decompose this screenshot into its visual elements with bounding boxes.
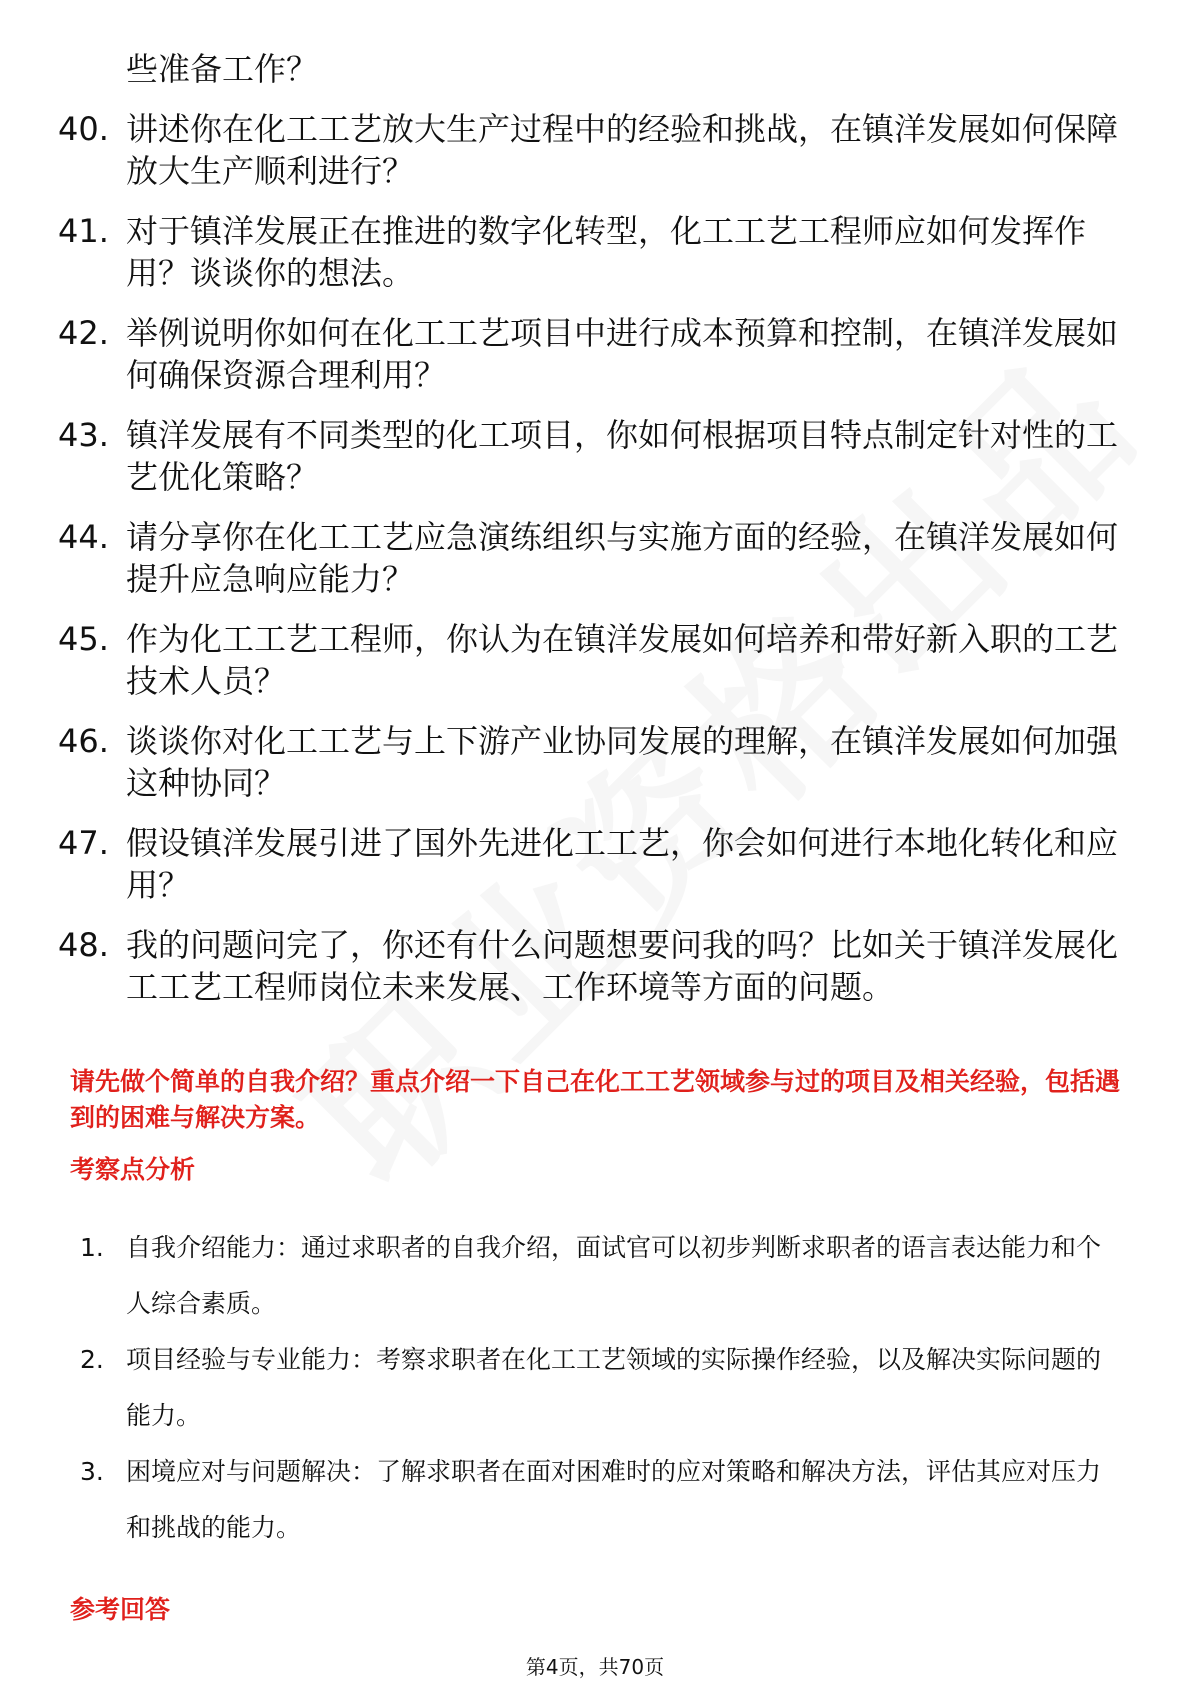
question-text: 假设镇洋发展引进了国外先进化工工艺，你会如何进行本地化转化和应用？	[126, 824, 1119, 904]
analysis-number: 3.	[80, 1457, 104, 1486]
question-text: 对于镇洋发展正在推进的数字化转型，化工工艺工程师应如何发挥作用？谈谈你的想法。	[126, 212, 1087, 292]
question-item	[58, 414, 1138, 498]
analysis-list	[80, 1220, 1130, 1556]
analysis-item	[80, 1332, 1130, 1444]
question-number: 43.	[58, 416, 109, 454]
analysis-text: 自我介绍能力：通过求职者的自我介绍，面试官可以初步判断求职者的语言表达能力和个人综合素质。	[126, 1233, 1102, 1318]
question-number: 41.	[58, 212, 109, 250]
question-text: 讲述你在化工工艺放大生产过程中的经验和挑战，在镇洋发展如何保障放大生产顺利进行？	[126, 110, 1119, 190]
question-number: 46.	[58, 722, 109, 760]
question-continuation: 些准备工作？	[126, 50, 319, 88]
analysis-text: 困境应对与问题解决：了解求职者在面对困难时的应对策略和解决方法，评估其应对压力和挑战的能力。	[126, 1457, 1102, 1542]
question-number: 48.	[58, 926, 109, 964]
question-item	[58, 312, 1138, 396]
question-text: 谈谈你对化工工艺与上下游产业协同发展的理解，在镇洋发展如何加强这种协同？	[126, 722, 1119, 802]
analysis-item	[80, 1220, 1130, 1332]
question-text: 请分享你在化工工艺应急演练组织与实施方面的经验，在镇洋发展如何提升应急响应能力？	[126, 518, 1119, 598]
question-item	[58, 618, 1138, 702]
analysis-number: 2.	[80, 1345, 104, 1374]
question-item	[58, 210, 1138, 294]
question-number: 44.	[58, 518, 109, 556]
question-text: 作为化工工艺工程师，你认为在镇洋发展如何培养和带好新入职的工艺技术人员？	[126, 620, 1119, 700]
featured-question: 请先做个简单的自我介绍？重点介绍一下自己在化工工艺领域参与过的项目及相关经验，包括遇到的困难与解决方案。	[70, 1067, 1121, 1132]
analysis-number: 1.	[80, 1233, 104, 1262]
page-footer: 第4页，共70页	[525, 1655, 665, 1679]
question-list	[58, 48, 1138, 1026]
reference-answer-title: 参考回答	[70, 1595, 171, 1624]
question-number: 47.	[58, 824, 109, 862]
question-item	[58, 822, 1138, 906]
question-item	[58, 924, 1138, 1008]
question-text: 镇洋发展有不同类型的化工项目，你如何根据项目特点制定针对性的工艺优化策略？	[126, 416, 1119, 496]
question-number: 45.	[58, 620, 109, 658]
question-number: 40.	[58, 110, 109, 148]
question-item	[58, 720, 1138, 804]
analysis-title: 考察点分析	[70, 1155, 196, 1184]
question-text: 举例说明你如何在化工工艺项目中进行成本预算和控制，在镇洋发展如何确保资源合理利用？	[126, 314, 1119, 394]
question-number: 42.	[58, 314, 109, 352]
analysis-text: 项目经验与专业能力：考察求职者在化工工艺领域的实际操作经验，以及解决实际问题的能力。	[126, 1345, 1102, 1430]
question-item	[58, 516, 1138, 600]
question-item	[58, 108, 1138, 192]
analysis-item	[80, 1444, 1130, 1556]
question-text: 我的问题问完了，你还有什么问题想要问我的吗？比如关于镇洋发展化工工艺工程师岗位未来发展、工作环境等方面的问题。	[126, 926, 1119, 1006]
